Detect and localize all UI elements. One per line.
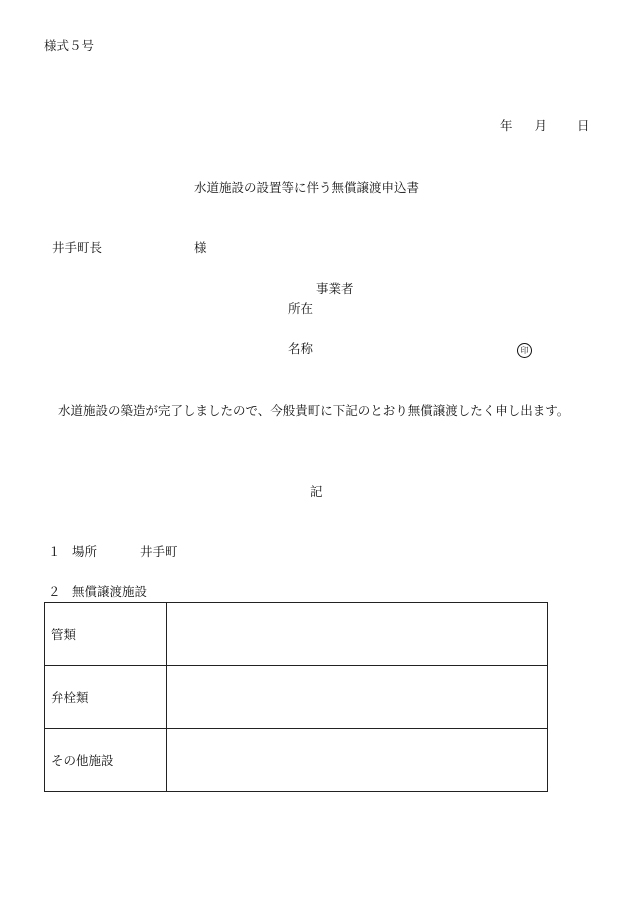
form-number: 様式５号 [44, 38, 95, 53]
facility-table [44, 602, 548, 792]
recipient-honorific: 様 [194, 240, 207, 255]
table-row [45, 603, 548, 666]
seal-mark [517, 341, 532, 358]
facility-value-cell [167, 666, 548, 729]
applicant-heading: 事業者 [316, 281, 354, 296]
facility-label: 弁栓類 [45, 666, 167, 729]
ki-heading: 記 [310, 484, 323, 499]
address-label: 所在 [288, 301, 314, 316]
item-location-number: １ [48, 544, 61, 559]
date-year-label: 年 [500, 118, 513, 133]
date-day-label: 日 [577, 118, 590, 133]
recipient-name: 井手町長 [52, 240, 103, 255]
name-label: 名称 [288, 341, 314, 356]
facility-value-cell [167, 603, 548, 666]
item-facilities-number: ２ [48, 584, 61, 599]
seal-icon: 印 [517, 343, 532, 358]
date-line [500, 118, 590, 134]
table-row [45, 666, 548, 729]
item-location-label: 場所 [72, 544, 98, 559]
facility-label: 管類 [45, 603, 167, 666]
table-row [45, 729, 548, 792]
item-location-value: 井手町 [140, 544, 178, 559]
facility-label: その他施設 [45, 729, 167, 792]
date-month-label: 月 [534, 118, 548, 133]
item-facilities-label: 無償譲渡施設 [72, 584, 148, 599]
facility-value-cell [167, 729, 548, 792]
body-paragraph: 水道施設の築造が完了しましたので、今般貴町に下記のとおり無償譲渡したく申し出ます。 [58, 403, 570, 418]
document-title: 水道施設の設置等に伴う無償譲渡申込書 [194, 180, 420, 195]
